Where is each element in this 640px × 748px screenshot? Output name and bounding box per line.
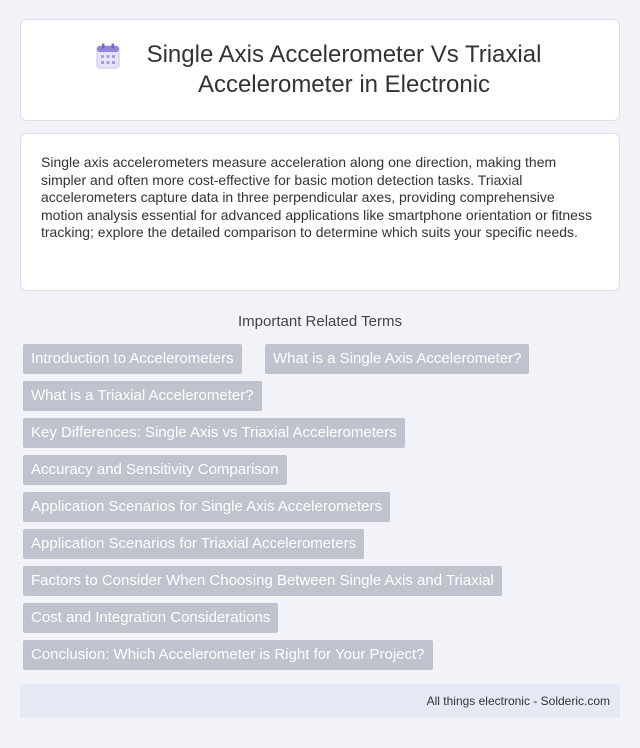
related-term-tag[interactable]: What is a Single Axis Accelerometer? [265,344,529,374]
summary-card [20,133,620,291]
related-term-tag[interactable]: Accuracy and Sensitivity Comparison [23,455,287,485]
related-term-tag[interactable]: Introduction to Accelerometers [23,344,242,374]
title-card [20,19,620,121]
related-term-tag[interactable]: Application Scenarios for Single Axis Accelerometers [23,492,390,522]
title-row [96,40,544,100]
related-terms-heading: Important Related Terms [238,313,402,330]
related-term-tag[interactable]: Conclusion: Which Accelerometer is Right for Your Project? [23,640,433,670]
summary-text: Single axis accelerometers measure acceleration along one direction, making them simpler and often more cost-effective for basic motion detection tasks. Triaxial accelerometers capture data in three perpendicular axes, providing comprehensive motion analysis essential for advanced applications like smartphone orientation or fitness tracking; explore the detailed comparison to determine which suits your specific needs. [41,154,592,240]
related-term-tag[interactable]: Application Scenarios for Triaxial Accelerometers [23,529,364,559]
footer [20,684,620,718]
footer-text: All things electronic - Solderic.com [426,694,610,708]
related-term-tag[interactable]: Key Differences: Single Axis vs Triaxial Accelerometers [23,418,405,448]
calendar-icon [96,43,120,69]
page-title: Single Axis Accelerometer Vs Triaxial Accelerometer in Electronic [146,41,542,98]
related-term-tag[interactable]: Cost and Integration Considerations [23,603,278,633]
related-term-tag[interactable]: Factors to Consider When Choosing Between Single Axis and Triaxial [23,566,502,596]
related-term-tag[interactable]: What is a Triaxial Accelerometer? [23,381,262,411]
